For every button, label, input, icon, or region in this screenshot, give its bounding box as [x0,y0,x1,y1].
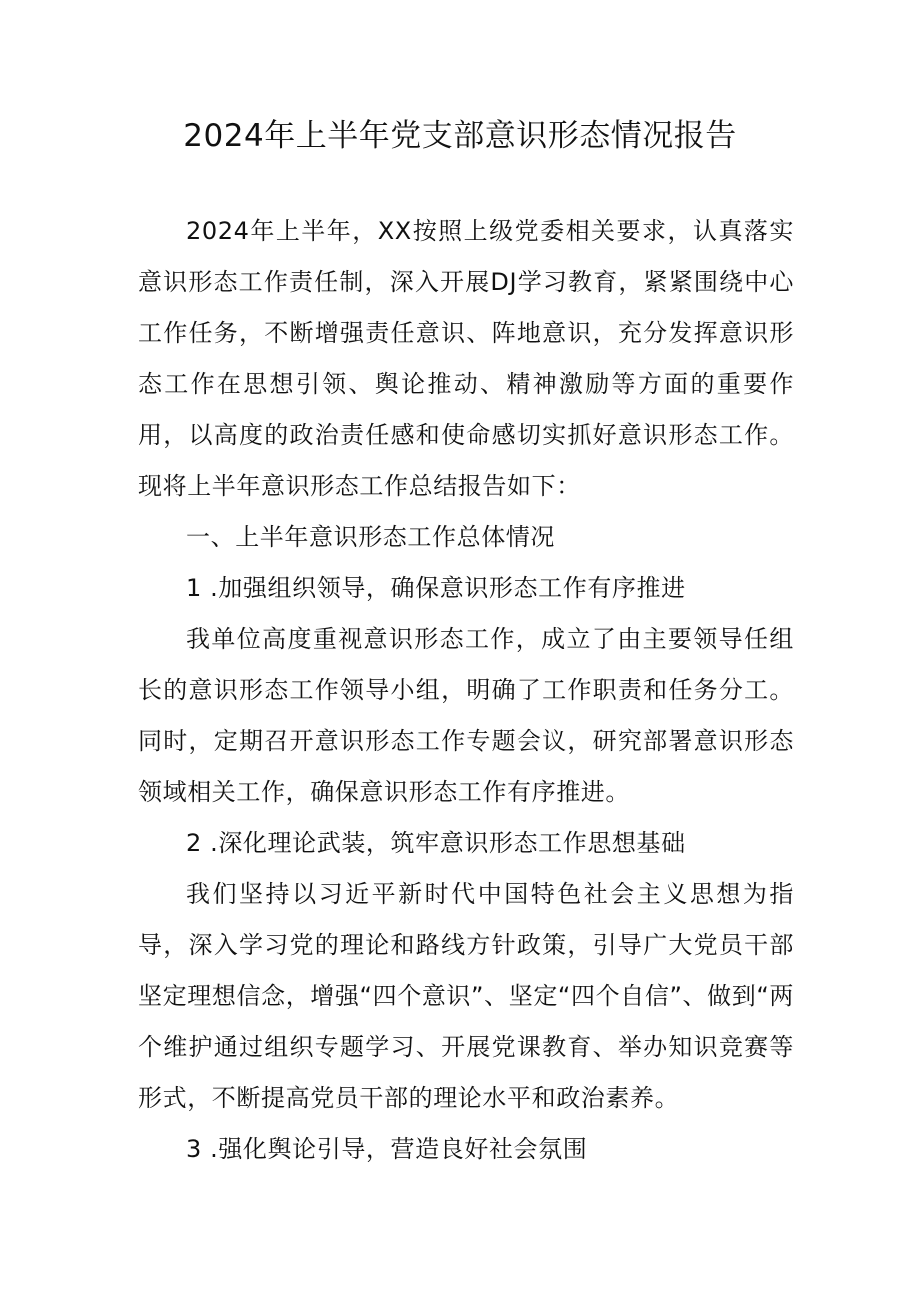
subsection-heading-2: 2 .深化理论武装，筑牢意识形态工作思想基础 [186,829,686,857]
subsection-paragraph-1: 我单位高度重视意识形态工作，成立了由主要领导任组长的意识形态工作领导小组，明确了工作职责和任务分工。同时，定期召开意识形态工作专题会议，研究部署意识形态领域相关工作，确保意识形态工作有序推进。 [138,625,794,806]
intro-paragraph: 2024年上半年，XX按照上级党委相关要求，认真落实意识形态工作责任制，深入开展DJ学习教育，紧紧围绕中心工作任务，不断增强责任意识、阵地意识，充分发挥意识形态工作在思想引领、舆论推动、精神激励等方面的重要作用，以高度的政治责任感和使命感切实抓好意识形态工作。现将上半年意识形态工作总结报告如下： [138,217,794,500]
subsection-paragraph-2: 我们坚持以习近平新时代中国特色社会主义思想为指导，深入学习党的理论和路线方针政策，引导广大党员干部坚定理想信念，增强“四个意识”、坚定“四个自信”、做到“两个维护通过组织专题学习、开展党课教育、举办知识竞赛等形式，不断提高党员干部的理论水平和政治素养。 [138,880,794,1112]
section-heading-1: 一、上半年意识形态工作总体情况 [186,523,555,551]
document-title: 2024年上半年党支部意识形态情况报告 [183,118,737,154]
subsection-heading-1: 1 .加强组织领导，确保意识形态工作有序推进 [186,574,686,602]
subsection-heading-3: 3 .强化舆论引导，营造良好社会氛围 [186,1135,588,1163]
document-body [138,206,794,1175]
